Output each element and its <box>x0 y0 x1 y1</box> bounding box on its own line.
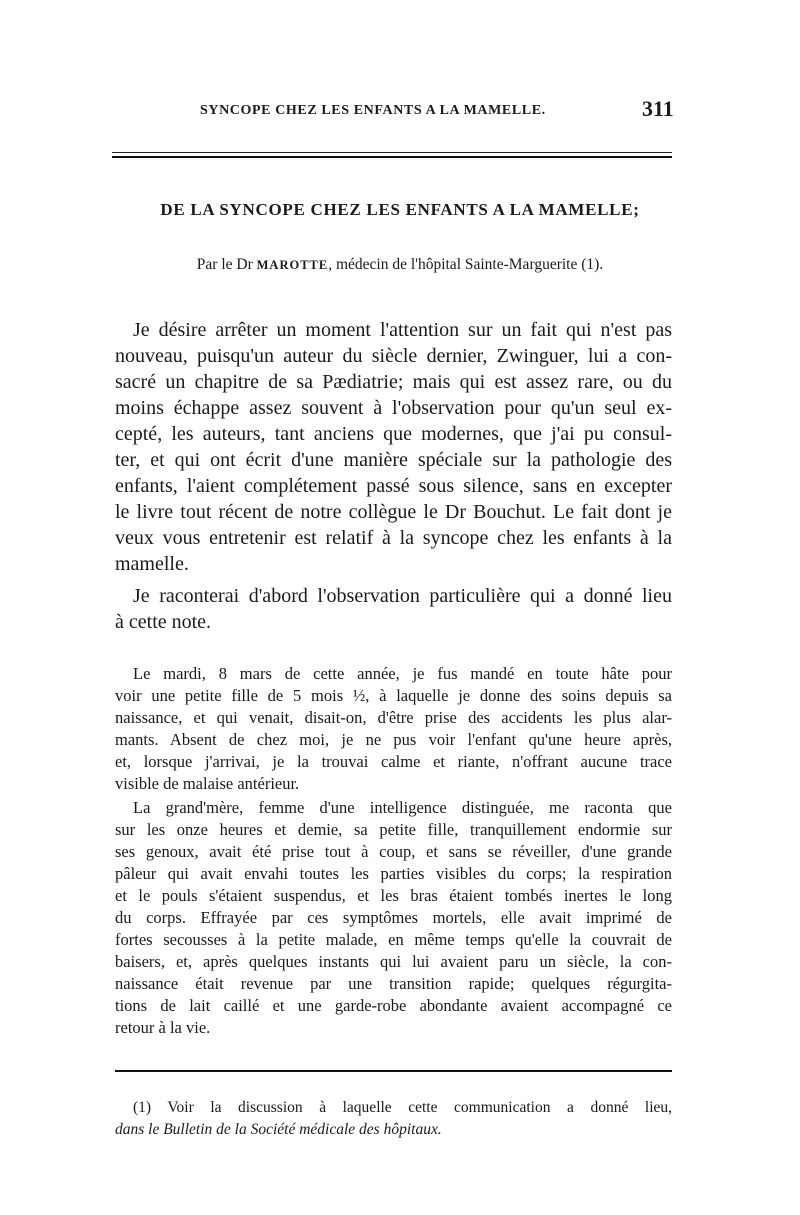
intro-line: enfants, l'aient complétement passé sous silence, sans en excepter <box>115 475 672 497</box>
intro-line: cepté, les auteurs, tant anciens que modernes, que j'ai pu consul- <box>115 423 672 445</box>
observation-line: et, lorsque j'arrivai, je la trouvai calme et riante, n'offrant aucune trace <box>115 752 672 771</box>
intro-line: veux vous entretenir est relatif à la syncope chez les enfants à la <box>115 527 672 549</box>
footnote-line: (1) Voir la discussion à laquelle cette communication a donné lieu, <box>133 1099 672 1116</box>
byline-author: MAROTTE <box>256 258 329 272</box>
observation-line: naissance était revenue par une transition rapide; quelques régurgita- <box>115 974 672 993</box>
intro-line: ter, et qui ont écrit d'une manière spéciale sur la pathologie des <box>115 449 672 471</box>
observation-line: fortes secousses à la petite malade, en même temps qu'elle la couvrait de <box>115 930 672 949</box>
intro-line: nouveau, puisqu'un auteur du siècle dernier, Zwinguer, lui a con- <box>115 345 672 367</box>
intro-line: le livre tout récent de notre collègue le Dr Bouchut. Le fait dont je <box>115 501 672 523</box>
observation-line: voir une petite fille de 5 mois ½, à laquelle je donne des soins depuis sa <box>115 686 672 705</box>
intro-line: moins échappe assez souvent à l'observation pour qu'un seul ex- <box>115 397 672 419</box>
intro-line: mamelle. <box>115 553 189 575</box>
observation-line: du corps. Effrayée par ces symptômes mortels, elle avait imprimé de <box>115 908 672 927</box>
observation-line: visible de malaise antérieur. <box>115 774 300 793</box>
byline-suffix: , médecin de l'hôpital Sainte-Marguerite (1). <box>328 256 604 273</box>
footnote-line: dans le Bulletin de la Société médicale des hôpitaux. <box>115 1121 442 1138</box>
observation-line: pâleur qui avait envahi toutes les parties visibles du corps; la respiration <box>115 864 672 883</box>
byline-prefix: Par le Dr <box>196 256 253 273</box>
observation-line: retour à la vie. <box>115 1018 211 1037</box>
observation-line: mants. Absent de chez moi, je ne pus voir l'enfant qu'une heure après, <box>115 730 672 749</box>
observation-line: Le mardi, 8 mars de cette année, je fus mandé en toute hâte pour <box>133 664 672 683</box>
footnote-rule <box>115 1070 672 1072</box>
page-number: 311 <box>642 96 674 121</box>
observation-line: et le pouls s'étaient suspendus, et les bras étaient tombés inertes le long <box>115 886 672 905</box>
observation-line: sur les onze heures et demie, sa petite fille, tranquillement endormie sur <box>115 820 672 839</box>
observation-line: baisers, et, après quelques instants qui lui avaient paru un siècle, la con- <box>115 952 672 971</box>
intro-line: Je désire arrêter un moment l'attention sur un fait qui n'est pas <box>133 319 672 341</box>
intro-line: sacré un chapitre de sa Pædiatrie; mais qui est assez rare, ou du <box>115 371 672 393</box>
observation-line: naissance, et qui venait, disait-on, d'être prise des accidents les plus alar- <box>115 708 672 727</box>
byline <box>100 256 700 274</box>
header-rule-bottom <box>112 156 672 158</box>
observation-line: ses genoux, avait été prise tout à coup, et sans se réveiller, d'une grande <box>115 842 672 861</box>
intro-line: Je raconterai d'abord l'observation particulière qui a donné lieu <box>133 585 672 607</box>
header-rule-top <box>112 152 672 153</box>
intro-line: à cette note. <box>115 611 212 633</box>
observation-line: tions de lait caillé et une garde-robe abondante avaient accompagné ce <box>115 996 672 1015</box>
article-title: DE LA SYNCOPE CHEZ LES ENFANTS A LA MAMELLE; <box>160 200 640 219</box>
observation-line: La grand'mère, femme d'une intelligence distinguée, me raconta que <box>133 798 672 817</box>
running-title: SYNCOPE CHEZ LES ENFANTS A LA MAMELLE. <box>200 103 546 118</box>
